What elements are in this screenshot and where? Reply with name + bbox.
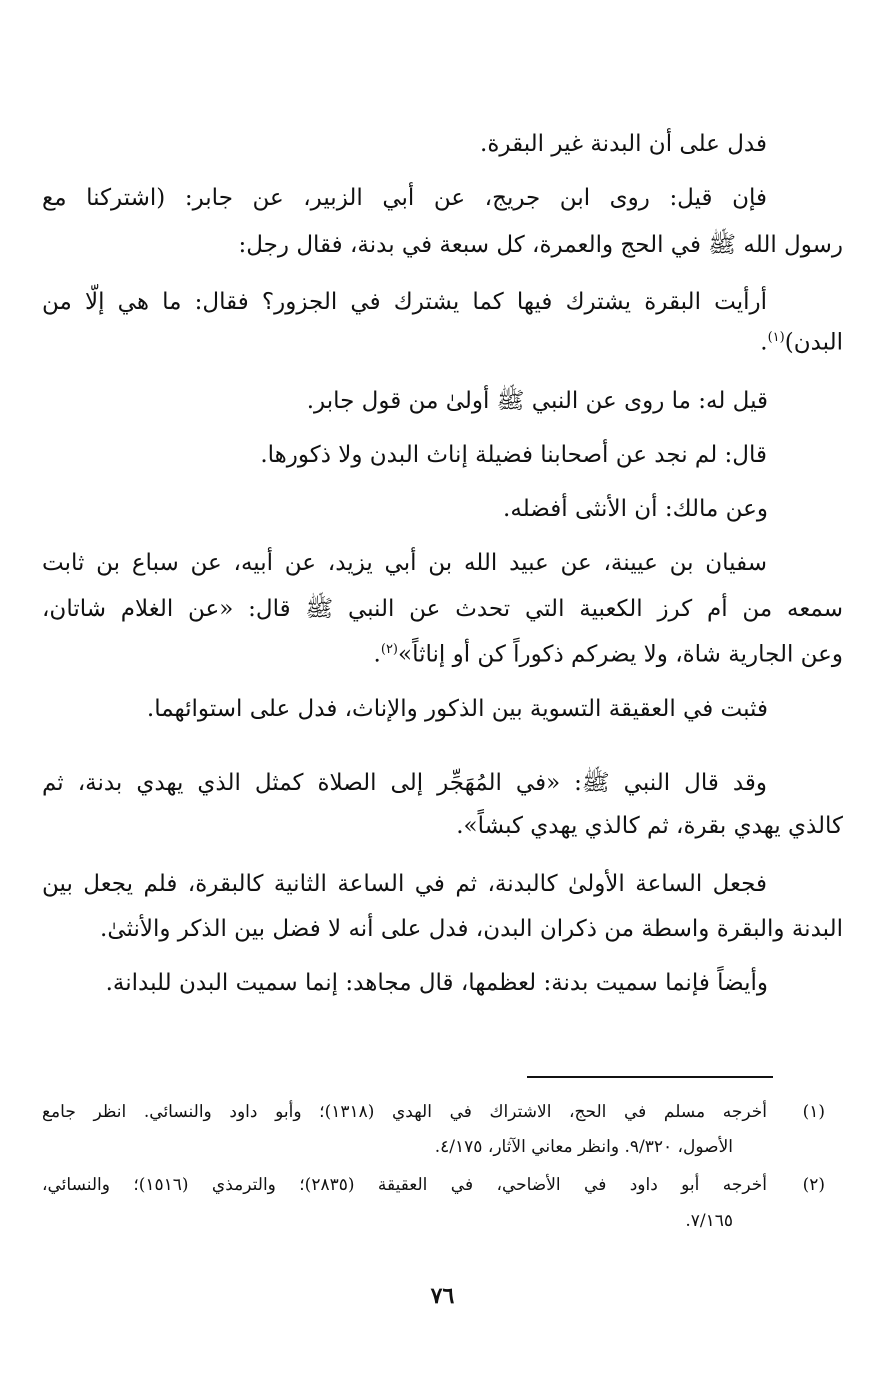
body-line: فدل على أن البدنة غير البقرة. [480,131,767,157]
body-text: البدن) [784,329,843,356]
footnote-line: أخرجه أبو داود في الأضاحي، في العقيقة (٢٨٣٥)؛ والترمذي (١٥١٦)؛ والنسائي، [42,1175,767,1195]
footnote-line: أخرجه مسلم في الحج، الاشتراك في الهدي (١٣١٨)؛ وأبو داود والنسائي. انظر جامع [42,1102,767,1122]
footnote-separator [527,1076,773,1078]
body-text: وعن الجارية شاة، ولا يضركم ذكوراً كن أو إناثاً» [398,641,843,668]
footnote-number: (٢) [802,1175,825,1195]
page-number: ٧٦ [430,1283,455,1309]
footnote-marker: (١) [767,330,785,345]
body-line: سمعه من أم كرز الكعبية التي تحدث عن النبي ﷺ قال: «عن الغلام شاتان، [42,596,843,622]
footnote-line: الأصول، ٩/٣٢٠. وانظر معاني الآثار، ٤/١٧٥. [434,1137,733,1157]
body-line: قيل له: ما روى عن النبي ﷺ أولىٰ من قول جابر. [306,388,768,414]
body-line: سفيان بن عيينة، عن عبيد الله بن أبي يزيد، عن أبيه، عن سباع بن ثابت [42,550,767,576]
footnote-line: ٧/١٦٥. [685,1211,733,1231]
body-line: وأيضاً فإنما سميت بدنة: لعظمها، قال مجاهد: إنما سميت البدن للبدانة. [105,970,768,996]
body-line: قال: لم نجد عن أصحابنا فضيلة إناث البدن ولا ذكورها. [260,442,767,468]
sentence-end: . [760,329,768,356]
body-line: فإن قيل: روى ابن جريج، عن أبي الزبير، عن جابر: (اشتركنا مع [42,185,767,211]
body-line: رسول الله ﷺ في الحج والعمرة، كل سبعة في بدنة، فقال رجل: [238,232,843,258]
body-line: وقد قال النبي ﷺ: «في المُهَجِّر إلى الصلاة كمثل الذي يهدي بدنة، ثم [42,770,767,796]
body-line: فجعل الساعة الأولىٰ كالبدنة، ثم في الساعة الثانية كالبقرة، فلم يجعل بين [42,871,767,897]
footnote-marker: (٢) [380,642,398,657]
body-line-with-footnote [374,643,843,667]
body-line: كالذي يهدي بقرة، ثم كالذي يهدي كبشاً». [456,813,843,839]
body-line: فثبت في العقيقة التسوية بين الذكور والإناث، فدل على استوائهما. [146,696,768,722]
body-line: البدنة والبقرة واسطة من ذكران البدن، فدل على أنه لا فضل بين الذكر والأنثىٰ. [100,916,843,942]
body-line: وعن مالك: أن الأنثى أفضله. [503,496,768,522]
sentence-end: . [373,641,381,668]
footnote-number: (١) [802,1102,825,1122]
body-line-with-footnote [760,331,843,355]
body-line: أرأيت البقرة يشترك فيها كما يشترك في الجزور؟ فقال: ما هي إلّا من [42,289,767,315]
